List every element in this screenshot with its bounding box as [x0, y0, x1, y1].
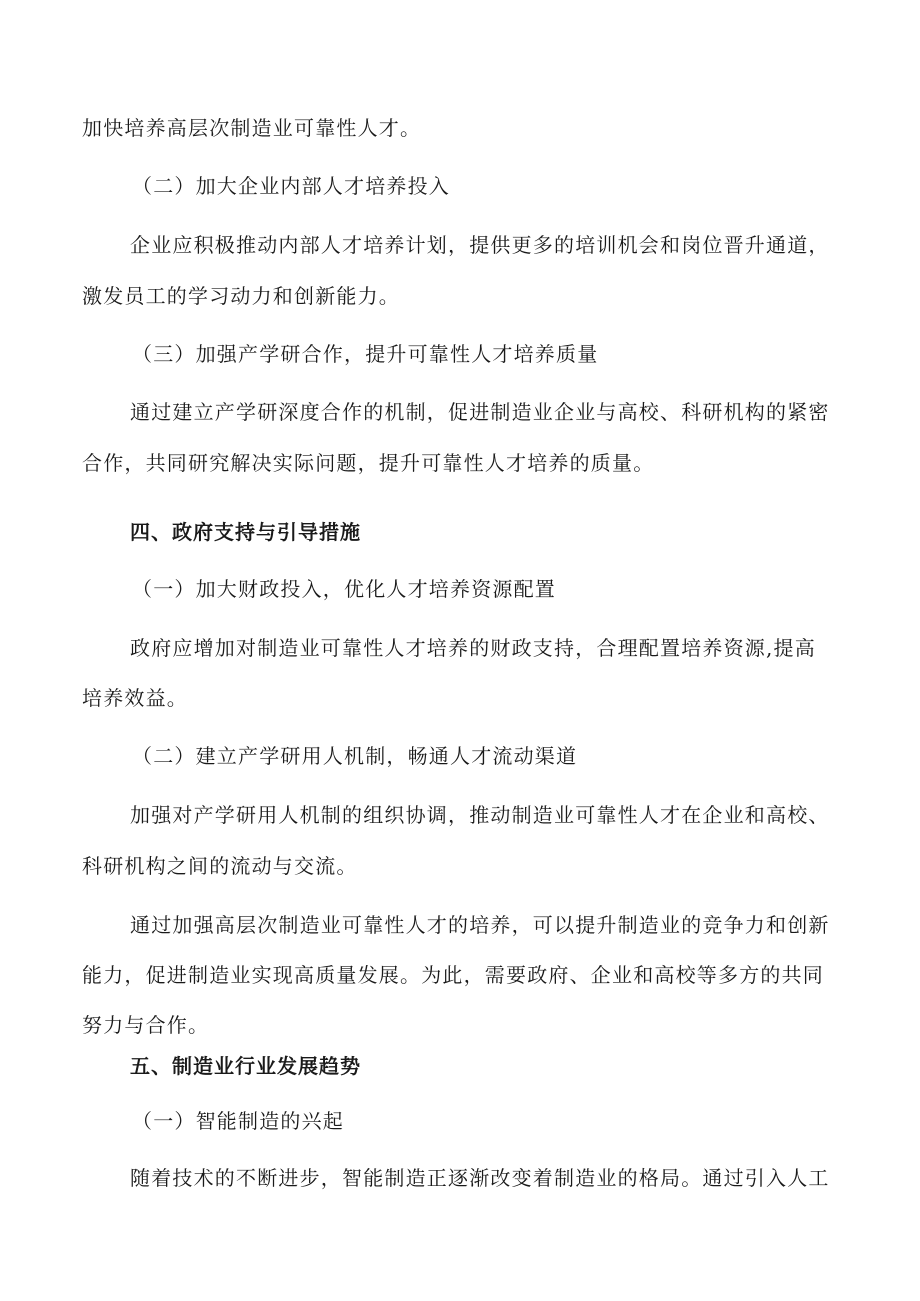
paragraph-line: 科研机构之间的流动与交流。	[82, 854, 358, 878]
paragraph-line: 加快培养高层次制造业可靠性人才。	[82, 116, 422, 140]
paragraph-line: 激发员工的学习动力和创新能力。	[82, 284, 400, 308]
paragraph-line: 培养效益。	[82, 686, 188, 710]
subsection-heading: （三）加强产学研合作，提升可靠性人才培养质量	[132, 342, 599, 366]
section-heading: 五、制造业行业发展趋势	[130, 1054, 361, 1078]
paragraph-line: 通过建立产学研深度合作的机制，促进制造业企业与高校、科研机构的紧密	[130, 400, 830, 424]
paragraph-line: 能力，促进制造业实现高质量发展。为此，需要政府、企业和高校等多方的共同	[82, 963, 824, 987]
section-heading: 四、政府支持与引导措施	[130, 520, 361, 544]
paragraph-line: 通过加强高层次制造业可靠性人才的培养，可以提升制造业的竞争力和创新	[130, 913, 830, 937]
paragraph-line: 加强对产学研用人机制的组织协调，推动制造业可靠性人才在企业和高校、	[130, 803, 830, 827]
paragraph-line: 随着技术的不断进步，智能制造正逐渐改变着制造业的格局。通过引入人工	[130, 1166, 830, 1190]
paragraph-line: 合作，共同研究解决实际问题，提升可靠性人才培养的质量。	[82, 451, 655, 475]
subsection-heading: （二）建立产学研用人机制，畅通人才流动渠道	[132, 744, 578, 768]
paragraph-line: 努力与合作。	[82, 1013, 210, 1037]
subsection-heading: （一）加大财政投入，优化人才培养资源配置	[132, 577, 556, 601]
paragraph-line: 企业应积极推动内部人才培养计划，提供更多的培训机会和岗位晋升通道，	[130, 233, 830, 257]
subsection-heading: （二）加大企业内部人才培养投入	[132, 174, 450, 198]
subsection-heading: （一）智能制造的兴起	[132, 1109, 344, 1133]
paragraph-line: 政府应增加对制造业可靠性人才培养的财政支持，合理配置培养资源,提高	[130, 636, 816, 660]
